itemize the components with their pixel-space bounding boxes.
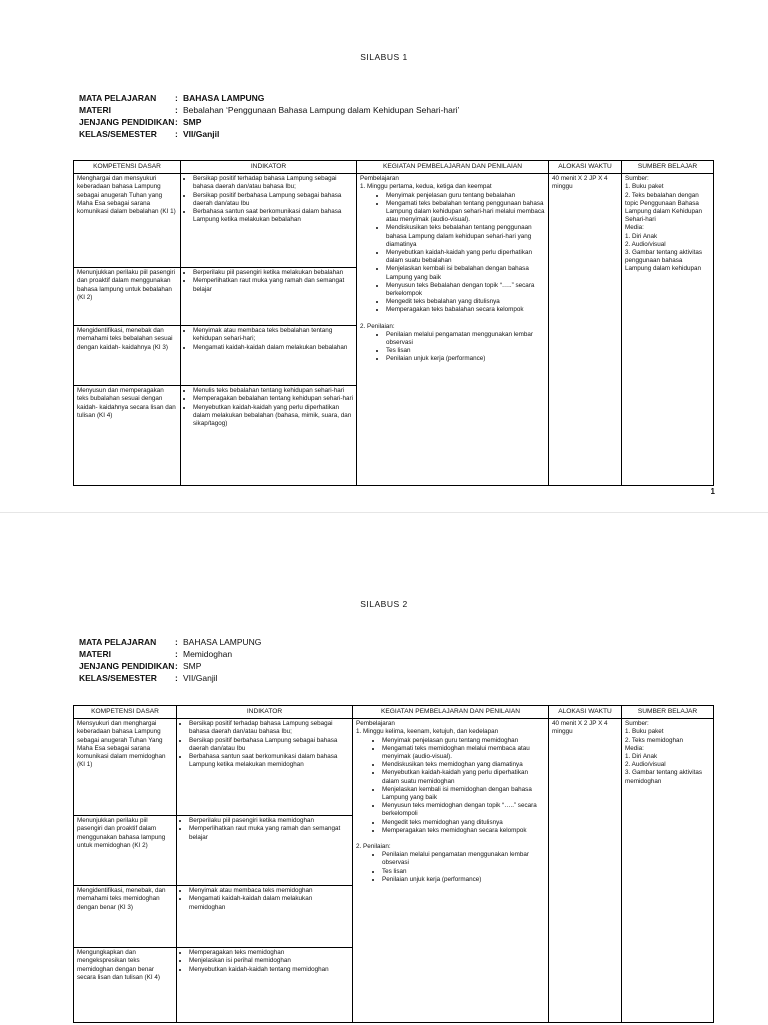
kd-cell: Menunjukkan perilaku piil pasengiri dan proaktif dalam menggunakan bahasa lampung untuk memidoghan (KI 2): [74, 816, 177, 886]
indikator-cell: [177, 719, 353, 816]
kegiatan-item: • Mengedit teks memidoghan yang ditulisnya: [382, 819, 545, 827]
silabus-title: SILABUS 1: [360, 52, 408, 62]
sumber-item: Media:: [625, 224, 644, 232]
sumber-item: 3. Gambar tentang aktivitas memidoghan: [625, 769, 703, 785]
header-kompetensi: KOMPETENSI DASAR: [74, 161, 181, 174]
sumber-cell: [622, 719, 714, 1023]
meta-row: MATA PELAJARAN : BAHASA LAMPUNG: [79, 93, 265, 103]
meta-value: SMP: [183, 117, 202, 127]
sumber-item: 1. Buku paket: [625, 183, 664, 191]
meta-row: KELAS/SEMESTER : VII/Ganjil: [79, 129, 220, 139]
kegiatan-intro: Pembelajaran: [356, 720, 395, 728]
indikator-item: • Berbahasa santun saat berkomunikasi dalam bahasa Lampung ketika melakukan memidoghan: [189, 753, 349, 769]
indikator-item: • Menjelaskan isi perihal memidoghan: [189, 957, 349, 965]
meta-block: [79, 92, 459, 140]
meta-value: VII/Ganjil: [183, 673, 218, 683]
header-sumber: SUMBER BELAJAR: [622, 706, 714, 719]
meta-row: JENJANG PENDIDIKAN: SMP: [79, 117, 202, 127]
indikator-cell: [181, 386, 357, 486]
indikator-cell: [181, 174, 357, 268]
meta-label: KELAS/SEMESTER: [79, 129, 157, 139]
meta-value: VII/Ganjil: [183, 129, 220, 139]
indikator-item: • Memperagakan bebalahan tentang kehidupan sehari-hari: [193, 395, 353, 403]
kegiatan-step: 1. Minggu kelima, keenam, ketujuh, dan kedelapan: [356, 728, 499, 736]
kd-cell: Mensyukuri dan menghargai keberadaan bahasa Lampung sebagai anugerah Tuhan Yang Maha Esa sebagai sarana komunikasi dalam memidoghan (KI 1): [74, 719, 177, 816]
indikator-item: • Berbahasa santun saat berkomunikasi dalam bahasa Lampung ketika melakukan bebalahan: [193, 208, 353, 224]
meta-label: JENJANG PENDIDIKAN: [79, 117, 175, 127]
meta-row: JENJANG PENDIDIKAN: SMP: [79, 661, 202, 671]
sumber-item: 3. Gambar tentang aktivitas penggunaan bahasa Lampung dalam kehidupan: [625, 249, 703, 273]
kd-cell: Menghargai dan mensyukuri keberadaan bahasa Lampung sebagai anugerah Tuhan yang Maha Esa sebagai sarana komunikasi dalam bebalahan (KI 1): [74, 174, 181, 268]
indikator-item: • Menulis teks bebalahan tentang kehidupan sehari-hari: [193, 387, 353, 395]
meta-value: BAHASA LAMPUNG: [183, 637, 262, 647]
meta-label: MATA PELAJARAN: [79, 93, 157, 103]
kegiatan-cell: [357, 174, 549, 486]
kegiatan-item: • Mengedit teks bebalahan yang ditulisnya: [386, 298, 545, 306]
indikator-item: • Berperilaku piil pasengiri ketika melakukan bebalahan: [193, 269, 353, 277]
kegiatan-step: 1. Minggu pertama, kedua, ketiga dan keempat: [360, 183, 492, 191]
kd-cell: Mengungkapkan dan mengekspresikan teks memidoghan dengan benar secara lisan dan tulisan (KI 4): [74, 948, 177, 1023]
header-indikator: INDIKATOR: [181, 161, 357, 174]
indikator-item: • Memperagakan teks memidoghan: [189, 949, 349, 957]
meta-row: KELAS/SEMESTER : VII/Ganjil: [79, 673, 218, 683]
header-indikator: INDIKATOR: [177, 706, 353, 719]
page-1: [0, 0, 768, 512]
indikator-item: • Menyimak atau membaca teks bebalahan tentang kehidupan sehari-hari;: [193, 327, 353, 343]
kegiatan-item: • Penilaian melalui pengamatan menggunakan lembar observasi: [386, 331, 545, 347]
sumber-item: 2. Teks bebalahan dengan topic Penggunaan Bahasa Lampung dalam Kehidupan Sehari-hari: [625, 191, 703, 224]
indikator-item: • Berperilaku piil pasengiri ketika memidoghan: [189, 817, 349, 825]
sumber-item: 2. Audio/visual: [625, 761, 666, 769]
indikator-cell: [177, 886, 353, 948]
kegiatan-intro: Pembelajaran: [360, 175, 399, 183]
kegiatan-item: • Menyimak penjelasan guru tentang bebalahan: [386, 192, 545, 200]
kegiatan-item: • Mengamati teks memidoghan melalui membaca atau menyimak (audio-visual).: [382, 745, 545, 761]
syllabus-table: [73, 160, 714, 486]
indikator-item: • Memperlihatkan raut muka yang ramah dan semangat belajar: [193, 277, 353, 293]
indikator-item: • Bersikap positif berbahasa Lampung sebagai bahasa daerah dan/atau Ibu: [193, 192, 353, 208]
header-kegiatan: KEGIATAN PEMBELAJARAN DAN PENILAIAN: [357, 161, 549, 174]
kegiatan-item: • Tes lisan: [382, 868, 545, 876]
meta-row: MATERI : Memidoghan: [79, 649, 233, 659]
indikator-item: • Menyebutkan kaidah-kaidah yang perlu diperhatikan dalam melakukan bebalahan (bahasa, mimik, suara, dan sikap/tagog): [193, 404, 353, 429]
kegiatan-item: • Memperagakan teks babalahan secara kelompok: [386, 306, 545, 314]
silabus-title: SILABUS 2: [360, 599, 408, 609]
kegiatan-item: • Tes lisan: [386, 347, 545, 355]
kegiatan-cell: [353, 719, 549, 1023]
indikator-item: • Menyimak atau membaca teks memidoghan: [189, 887, 349, 895]
meta-label: JENJANG PENDIDIKAN: [79, 661, 175, 671]
meta-label: MATERI: [79, 105, 111, 115]
indikator-cell: [177, 816, 353, 886]
kegiatan-item: • Menyimak penjelasan guru tentang memidoghan: [382, 737, 545, 745]
kegiatan-item: • Menjelaskan kembali isi bebalahan dengan bahasa Lampung yang baik: [386, 265, 545, 281]
indikator-item: • Mengamati kaidah-kaidah dalam melakukan bebalahan: [193, 344, 353, 352]
kd-cell: Menunjukkan perilaku piil pasengiri dan proaktif dalam menggunakan bahasa lampung untuk bebalahan (KI 2): [74, 268, 181, 326]
kegiatan-item: • Mendiskusikan teks memidoghan yang diamatinya: [382, 761, 545, 769]
kegiatan-item: • Penilaian unjuk kerja (performance): [382, 876, 545, 884]
kegiatan-item: • Mengamati teks bebalahan tentang penggunaan bahasa Lampung dalam kehidupan sehari-hari melalui membaca atau menyimak (audio-visual).: [386, 200, 545, 225]
kd-cell: Mengidentifikasi, menebak, dan memahami teks memidoghan dengan benar (KI 3): [74, 886, 177, 948]
alokasi-cell: 40 menit X 2 JP X 4 minggu: [549, 719, 622, 1023]
kd-cell: Menyusun dan memperagakan teks bubalahan sesuai dengan kaidah- kaidahnya secara lisan dan tulisan (KI 4): [74, 386, 181, 486]
indikator-item: • Bersikap positif terhadap bahasa Lampung sebagai bahasa daerah dan/atau bahasa Ibu;: [193, 175, 353, 191]
kegiatan-item: • Menyebutkan kaidah-kaidah yang perlu diperhatikan dalam suatu memidoghan: [382, 769, 545, 785]
meta-row: MATERI : Bebalahan ‘Penggunaan Bahasa Lampung dalam Kehidupan Sehari-hari’: [79, 105, 460, 115]
sumber-item: Sumber:: [625, 175, 649, 183]
sumber-item: 1. Diri Anak: [625, 232, 658, 240]
meta-value: SMP: [183, 661, 202, 671]
meta-value: Memidoghan: [183, 649, 233, 659]
indikator-cell: [181, 326, 357, 386]
kegiatan-step: 2. Penilaian:: [356, 843, 391, 851]
kegiatan-step: 2. Penilaian:: [360, 322, 395, 330]
kegiatan-item: • Menyebutkan kaidah-kaidah yang perlu diperhatikan dalam suatu bebalahan: [386, 249, 545, 265]
indikator-item: • Mengamati kaidah-kaidah dalam melakukan memidoghan: [189, 895, 349, 911]
kegiatan-item: • Mendiskusikan teks bebalahan tentang penggunaan bahasa Lampung dalam kehidupan sehari-hari yang diamatinya: [386, 224, 545, 249]
syllabus-table: [73, 705, 714, 1023]
page-2: [0, 512, 768, 1025]
kd-cell: Mengidentifikasi, menebak dan memahami teks bebalahan sesuai dengan kaidah- kaidahnya (KI 3): [74, 326, 181, 386]
indikator-item: • Memperlihatkan raut muka yang ramah dan semangat belajar: [189, 825, 349, 841]
header-sumber: SUMBER BELAJAR: [622, 161, 714, 174]
sumber-item: Media:: [625, 744, 644, 752]
indikator-item: • Bersikap positif berbahasa Lampung sebagai bahasa daerah dan/atau Ibu: [189, 737, 349, 753]
meta-label: MATERI: [79, 649, 111, 659]
indikator-item: • Menyebutkan kaidah-kaidah tentang memidoghan: [189, 966, 349, 974]
kegiatan-item: • Menyusun teks memidoghan dengan topik “…..” secara berkelompoli: [382, 802, 545, 818]
kegiatan-item: • Penilaian melalui pengamatan menggunakan lembar observasi: [382, 851, 545, 867]
sumber-item: 1. Buku paket: [625, 728, 664, 736]
indikator-cell: [181, 268, 357, 326]
indikator-item: • Bersikap positif terhadap bahasa Lampung sebagai bahasa daerah dan/atau bahasa Ibu;: [189, 720, 349, 736]
meta-value: Bebalahan ‘Penggunaan Bahasa Lampung dalam Kehidupan Sehari-hari’: [183, 105, 460, 115]
indikator-cell: [177, 948, 353, 1023]
meta-row: MATA PELAJARAN : BAHASA LAMPUNG: [79, 637, 262, 647]
meta-label: MATA PELAJARAN: [79, 637, 157, 647]
header-alokasi: ALOKASI WAKTU: [549, 706, 622, 719]
page-number: 1: [710, 487, 715, 496]
sumber-item: Sumber:: [625, 720, 649, 728]
sumber-item: 1. Diri Anak: [625, 753, 658, 761]
sumber-cell: [622, 174, 714, 486]
alokasi-cell: 40 menit X 2 JP X 4 minggu: [549, 174, 622, 486]
sumber-item: 2. Audio/visual: [625, 240, 666, 248]
kegiatan-item: • Menjelaskan kembali isi memidoghan dengan bahasa Lampung yang baik: [382, 786, 545, 802]
header-alokasi: ALOKASI WAKTU: [549, 161, 622, 174]
kegiatan-item: • Penilaian unjuk kerja (performance): [386, 355, 545, 363]
meta-value: BAHASA LAMPUNG: [183, 93, 265, 103]
sumber-item: 2. Teks memidoghan: [625, 736, 683, 744]
header-kompetensi: KOMPETENSI DASAR: [74, 706, 177, 719]
kegiatan-item: • Memperagakan teks memidoghan secara kelompok: [382, 827, 545, 835]
meta-label: KELAS/SEMESTER: [79, 673, 157, 683]
meta-block: [79, 636, 261, 684]
kegiatan-item: • Menyusun teks Bebalahan dengan topik “…..” secara berkelompok: [386, 282, 545, 298]
header-kegiatan: KEGIATAN PEMBELAJARAN DAN PENILAIAN: [353, 706, 549, 719]
